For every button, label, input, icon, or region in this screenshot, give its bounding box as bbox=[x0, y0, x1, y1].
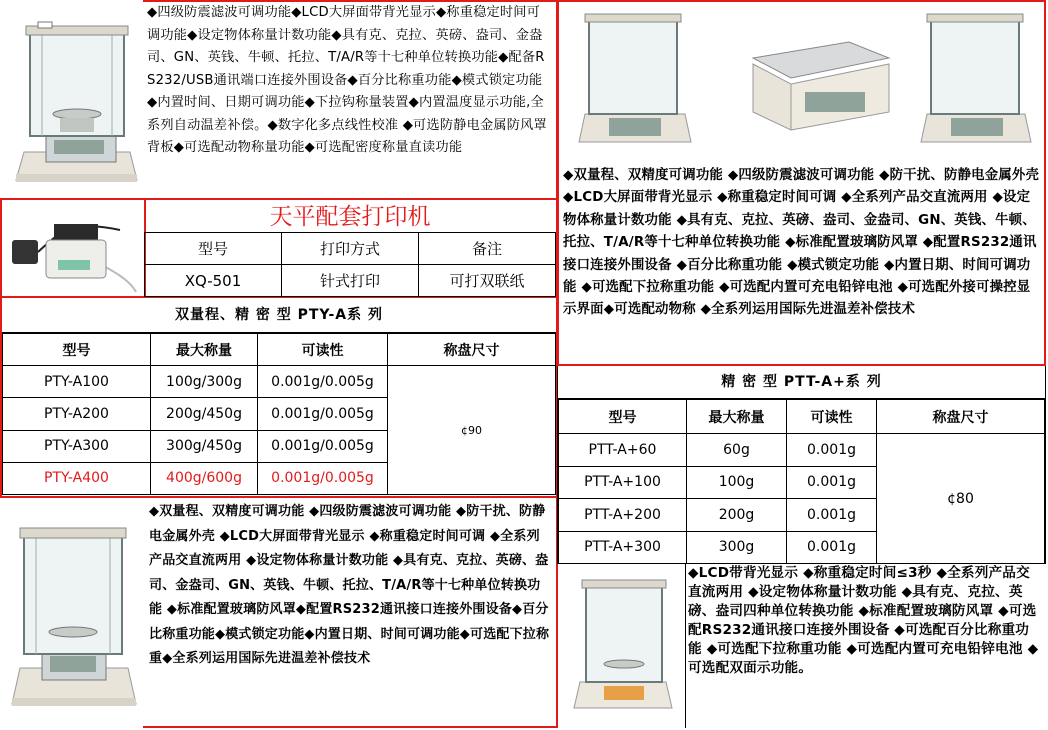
pty-capacity: 300g/450g bbox=[151, 430, 258, 462]
top-left-description-box bbox=[143, 0, 558, 200]
ptt-capacity: 300g bbox=[687, 531, 787, 564]
ptt-model: PTT-A+300 bbox=[559, 531, 687, 564]
pty-readability: 0.001g/0.005g bbox=[258, 462, 388, 494]
ptt-capacity: 60g bbox=[687, 434, 787, 467]
analytical-balance-image bbox=[2, 500, 143, 726]
pty-readability: 0.001g/0.005g bbox=[258, 366, 388, 398]
printer-title: 天平配套打印机 bbox=[269, 204, 431, 230]
product-photo-pty-balance bbox=[2, 2, 143, 198]
bottom-left-description-box bbox=[143, 496, 558, 728]
bottom-right-description: ◆LCD带背光显示 ◆称重稳定时间≤3秒 ◆全系列产品交直流两用 ◆设定物体称量计数功能 ◆具有克、克拉、英磅、盎司四种单位转换功能 ◆标准配置玻璃防风罩 ◆可选配RS232通讯接口连接外围设备 ◆可选配百分比称重功能 ◆可选配下拉称重功能 ◆可选配内置可充电铅锌电池 ◆可选配双面示功能。 bbox=[688, 565, 1039, 676]
printer-print-mode: 针式打印 bbox=[282, 265, 419, 297]
pty-readability: 0.001g/0.005g bbox=[258, 398, 388, 430]
printer-header-model: 型号 bbox=[145, 233, 282, 265]
pty-header-readability: 可读性 bbox=[258, 334, 388, 366]
pty-header-capacity: 最大称量 bbox=[151, 334, 258, 366]
table-row bbox=[3, 366, 556, 398]
analytical-balance-image bbox=[558, 564, 685, 728]
pty-header-model: 型号 bbox=[3, 334, 151, 366]
pty-series-title: 双量程、精 密 型 PTY-A系 列 bbox=[2, 298, 556, 333]
analytical-balance-image bbox=[2, 2, 143, 198]
ptt-readability: 0.001g bbox=[787, 499, 877, 532]
ptt-model: PTT-A+200 bbox=[559, 499, 687, 532]
product-photo-pty-bottom bbox=[2, 500, 143, 726]
product-photos-ptt bbox=[559, 2, 1044, 162]
printer-model: XQ-501 bbox=[145, 265, 282, 297]
bottom-right-description-box bbox=[686, 564, 1046, 728]
pty-header-pan-size: 称盘尺寸 bbox=[388, 334, 556, 366]
pty-capacity: 100g/300g bbox=[151, 366, 258, 398]
printer-header-print-mode: 打印方式 bbox=[282, 233, 419, 265]
top-left-description: ◆四级防震滤波可调功能◆LCD大屏面带背光显示◆称重稳定时间可调功能◆设定物体称量计数功能◆具有克、克拉、英磅、盎司、金盎司、GN、英钱、牛顿、托拉、T/A/R等十七种单位转换功能◆配备RS232/USB通讯端口连接外围设备◆百分比称重功能◆模式锁定功能◆内置时间、日期可调功能◆下拉钩称量装置◆内置温度显示功能,全系列自动温差补偿。◆数字化多点线性校准 ◆可选防静电金属防风罩背板◆可选配动物称量功能◆可选配密度称量直读功能 bbox=[147, 5, 547, 155]
ptt-spec-table bbox=[558, 399, 1045, 564]
ptt-header-readability: 可读性 bbox=[787, 400, 877, 434]
ptt-model: PTT-A+100 bbox=[559, 466, 687, 499]
pty-model: PTY-A300 bbox=[3, 430, 151, 462]
printer-image bbox=[2, 200, 144, 296]
ptt-pan-size: ¢80 bbox=[877, 434, 1045, 564]
ptt-readability: 0.001g bbox=[787, 531, 877, 564]
pty-capacity: 400g/600g bbox=[151, 462, 258, 494]
ptt-readability: 0.001g bbox=[787, 466, 877, 499]
top-right-description: ◆双量程、双精度可调功能 ◆四级防震滤波可调功能 ◆防干扰、防静电金属外壳 ◆LCD大屏面带背光显示 ◆称重稳定时间可调 ◆全系列产品交直流两用 ◆设定物体称量计数功能 ◆具有克、克拉、英磅、盎司、金盎司、GN、英钱、牛顿、托拉、T/A/R等十七种单位转换功能 ◆标准配置玻璃防风罩 ◆配置RS232通讯接口连接外围设备 ◆百分比称重功能 ◆模式锁定功能 ◆内置日期、时间可调功能 ◆可选配下拉称重功能 ◆可选配内置可充电铅锌电池 ◆可选配外接可操控显示界面◆可选配动物称 ◆全系列运用国际先进温差补偿技术 bbox=[563, 168, 1040, 318]
pty-model: PTY-A200 bbox=[3, 398, 151, 430]
ptt-model: PTT-A+60 bbox=[559, 434, 687, 467]
top-right-panel bbox=[557, 0, 1046, 366]
ptt-header-capacity: 最大称量 bbox=[687, 400, 787, 434]
printer-panel bbox=[144, 198, 558, 298]
printer-photo-frame bbox=[0, 198, 146, 298]
ptt-series-panel bbox=[557, 366, 1046, 564]
pty-model: PTY-A400 bbox=[3, 462, 151, 494]
printer-note: 可打双联纸 bbox=[419, 265, 556, 297]
ptt-series-title: 精 密 型 PTT-A+系 列 bbox=[558, 366, 1045, 399]
pty-model: PTY-A100 bbox=[3, 366, 151, 398]
ptt-header-pan-size: 称盘尺寸 bbox=[877, 400, 1045, 434]
ptt-capacity: 200g bbox=[687, 499, 787, 532]
bottom-left-description: ◆双量程、双精度可调功能 ◆四级防震滤波可调功能 ◆防干扰、防静电金属外壳 ◆LCD大屏面带背光显示 ◆称重稳定时间可调 ◆全系列产品交直流两用 ◆设定物体称量计数功能 ◆具有克、克拉、英磅、盎司、金盎司、GN、英钱、牛顿、托拉、T/A/R等十七种单位转换功能 ◆标准配置玻璃防风罩◆配置RS232通讯接口连接外围设备◆百分比称重功能◆模式锁定功能◆内置日期、时间可调功能◆可选配下拉称重◆全系列运用国际先进温差补偿技术 bbox=[149, 504, 550, 666]
table-row bbox=[559, 434, 1045, 467]
printer-table bbox=[144, 232, 556, 297]
pty-pan-size: ¢90 bbox=[388, 366, 556, 495]
printer-header-note: 备注 bbox=[419, 233, 556, 265]
balances-image bbox=[559, 2, 1044, 162]
ptt-capacity: 100g bbox=[687, 466, 787, 499]
ptt-readability: 0.001g bbox=[787, 434, 877, 467]
product-photo-ptt-bottom bbox=[558, 564, 686, 728]
ptt-header-model: 型号 bbox=[559, 400, 687, 434]
pty-readability: 0.001g/0.005g bbox=[258, 430, 388, 462]
pty-series-panel bbox=[0, 298, 558, 498]
pty-capacity: 200g/450g bbox=[151, 398, 258, 430]
pty-spec-table bbox=[2, 333, 556, 495]
